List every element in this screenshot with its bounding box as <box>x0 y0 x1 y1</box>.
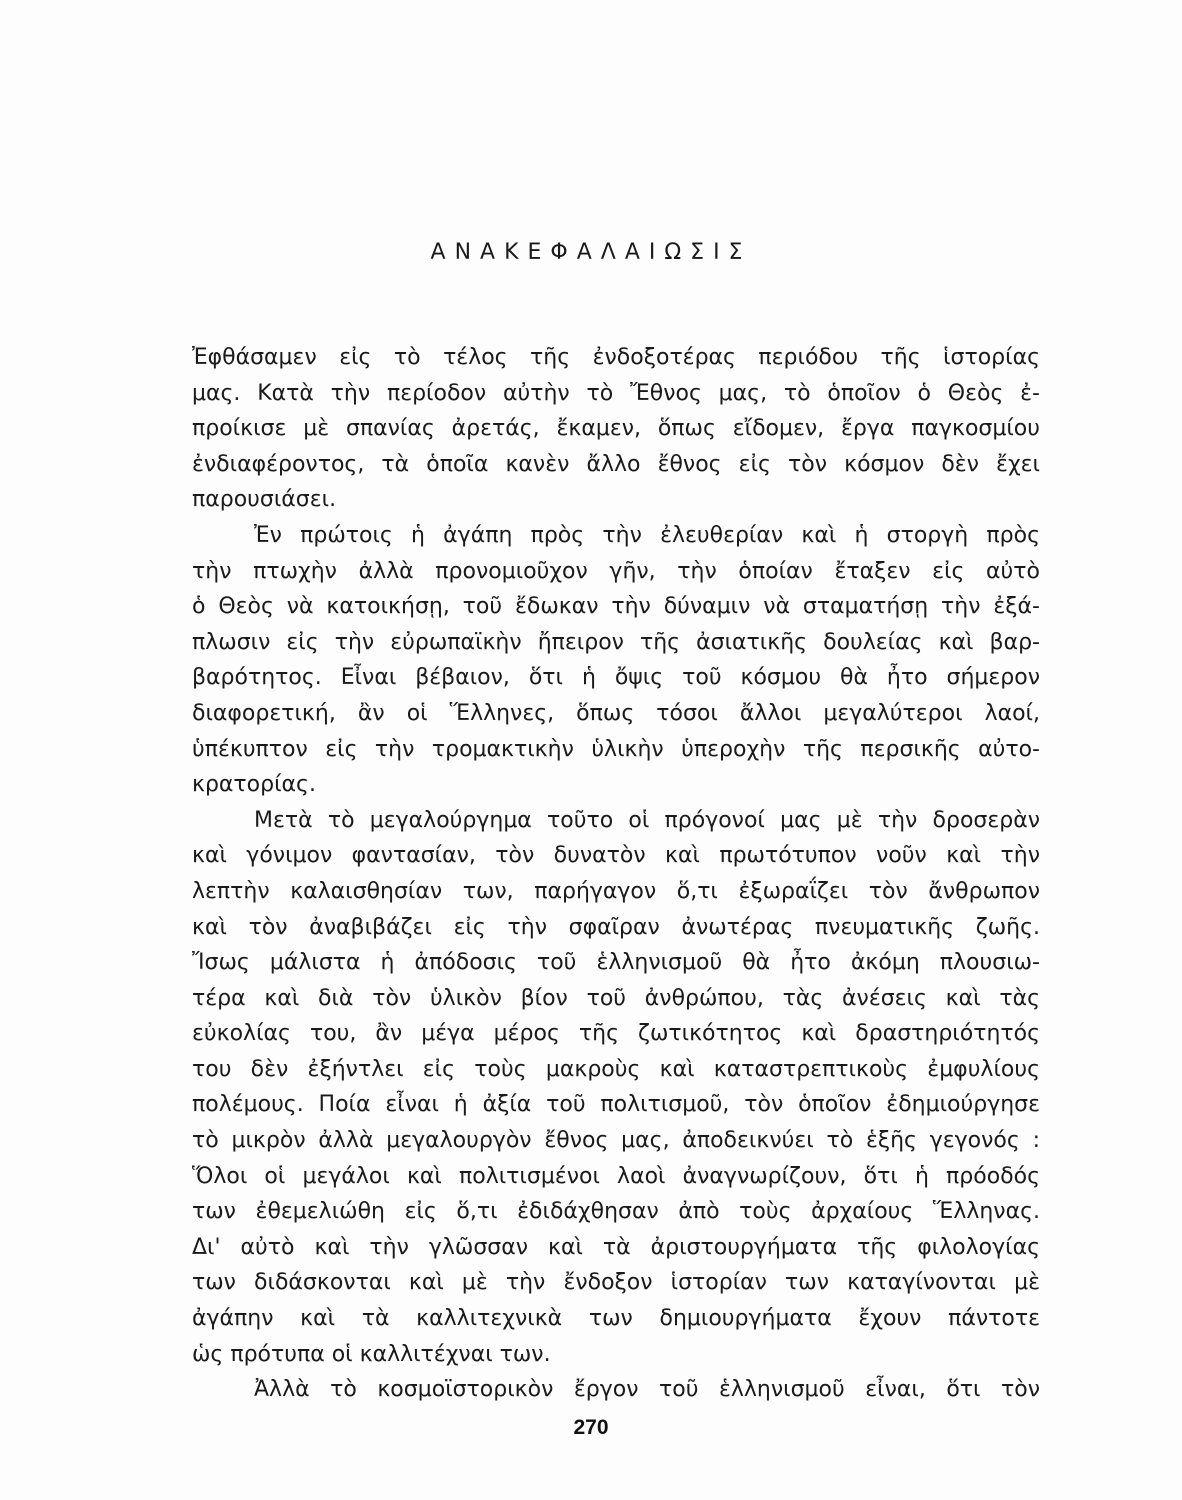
paragraph <box>192 803 1040 1373</box>
text-line: πολέμους. Ποία εἶναι ἡ ἀξία τοῦ πολιτισμοῦ, τὸν ὁποῖον ἐδημιούργησε <box>192 1092 1040 1118</box>
text-line: Ἐφθάσαμεν εἰς τὸ τέλος τῆς ἐνδοξοτέρας περιόδου τῆς ἱστορίας <box>192 345 1040 370</box>
text-line: ἐνδιαφέροντος, τὰ ὁποῖα κανὲν ἄλλο ἔθνος εἰς τὸν κόσμον δὲν ἔχει <box>192 451 1040 477</box>
text-line: ὡς πρότυπα οἱ καλλιτέχναι των. <box>192 1341 551 1367</box>
text-line: εὐκολίας του, ἂν μέγα μέρος τῆς ζωτικότητος καὶ δραστηριότητός <box>192 1021 1040 1047</box>
text-line: διαφορετική, ἂν οἱ Ἕλληνες, ὅπως τόσοι ἄλλοι μεγαλύτεροι λαοί, <box>192 700 1040 726</box>
text-line: προίκισε μὲ σπανίας ἀρετάς, ἔκαμεν, ὅπως εἴδομεν, ἔργα παγκοσμίου <box>192 416 1040 442</box>
text-line: του δὲν ἐξήντλει εἰς τοὺς μακροὺς καὶ καταστρεπτικοὺς ἐμφυλίους <box>192 1056 1040 1082</box>
text-line: καὶ γόνιμον φαντασίαν, τὸν δυνατὸν καὶ πρωτότυπον νοῦν καὶ τὴν <box>192 843 1040 869</box>
text-line: Ἴσως μάλιστα ἡ ἀπόδοσις τοῦ ἑλληνισμοῦ θὰ ἦτο ἀκόμη πλουσιω- <box>192 950 1040 976</box>
text-line: ὁ Θεὸς νὰ κατοικήσῃ, τοῦ ἔδωκαν τὴν δύναμιν νὰ σταματήσῃ τὴν ἐξά- <box>192 594 1040 620</box>
text-line: καὶ τὸν ἀναβιβάζει εἰς τὴν σφαῖραν ἀνωτέρας πνευματικῆς ζωῆς. <box>192 914 1040 940</box>
page-number: 270 <box>573 1416 609 1439</box>
text-line: Ὅλοι οἱ μεγάλοι καὶ πολιτισμένοι λαοὶ ἀναγνωρίζουν, ὅτι ἡ πρόοδός <box>192 1163 1040 1189</box>
text-line: των διδάσκονται καὶ μὲ τὴν ἔνδοξον ἱστορίαν των καταγίνονται μὲ <box>192 1270 1040 1296</box>
body-text <box>192 340 1040 1408</box>
text-line: ὑπέκυπτον εἰς τὴν τρομακτικὴν ὑλικὴν ὑπεροχὴν τῆς περσικῆς αὐτο- <box>192 736 1040 762</box>
text-line: Ἐν πρώτοις ἡ ἀγάπη πρὸς τὴν ἐλευθερίαν καὶ ἡ στοργὴ πρὸς <box>254 522 1040 548</box>
text-line: παρουσιάσει. <box>192 487 337 513</box>
paragraph <box>192 340 1040 518</box>
text-line: των ἐθεμελιώθη εἰς ὅ,τι ἐδιδάχθησαν ἀπὸ τοὺς ἀρχαίους Ἕλληνας. <box>192 1199 1040 1225</box>
text-line: λεπτὴν καλαισθησίαν των, παρήγαγον ὅ,τι ἐξωραΐζει τὸν ἄνθρωπον <box>192 878 1040 904</box>
text-line: τὸ μικρὸν ἀλλὰ μεγαλουργὸν ἔθνος μας, ἀποδεικνύει τὸ ἑξῆς γεγονός : <box>192 1128 1040 1154</box>
text-line: τὴν πτωχὴν ἀλλὰ προνομιοῦχον γῆν, τὴν ὁποίαν ἔταξεν εἰς αὐτὸ <box>192 558 1040 584</box>
text-line: μας. Κατὰ τὴν περίοδον αὐτὴν τὸ Ἔθνος μας, τὸ ὁποῖον ὁ Θεὸς ἐ- <box>192 380 1040 406</box>
text-line: Δι' αὐτὸ καὶ τὴν γλῶσσαν καὶ τὰ ἀριστουργήματα τῆς φιλολογίας <box>192 1234 1040 1260</box>
text-line: βαρότητος. Εἶναι βέβαιον, ὅτι ἡ ὄψις τοῦ κόσμου θὰ ἦτο σήμερον <box>192 665 1040 691</box>
chapter-heading: ΑΝΑΚΕΦΑΛΑΙΩΣΙΣ <box>430 240 752 265</box>
text-line: Ἀλλὰ τὸ κοσμοϊστορικὸν ἔργον τοῦ ἑλληνισμοῦ εἶναι, ὅτι τὸν <box>254 1377 1040 1403</box>
text-line: ἀγάπην καὶ τὰ καλλιτεχνικὰ των δημιουργήματα ἔχουν πάντοτε <box>192 1306 1040 1332</box>
paragraph <box>192 1372 1040 1408</box>
text-line: κρατορίας. <box>192 772 316 798</box>
paragraph <box>192 518 1040 803</box>
text-line: Μετὰ τὸ μεγαλούργημα τοῦτο οἱ πρόγονοί μας μὲ τὴν δροσερὰν <box>254 807 1040 833</box>
text-line: τέρα καὶ διὰ τὸν ὑλικὸν βίον τοῦ ἀνθρώπου, τὰς ἀνέσεις καὶ τὰς <box>192 985 1040 1011</box>
text-line: πλωσιν εἰς τὴν εὐρωπαϊκὴν ἤπειρον τῆς ἀσιατικῆς δουλείας καὶ βαρ- <box>192 629 1040 655</box>
